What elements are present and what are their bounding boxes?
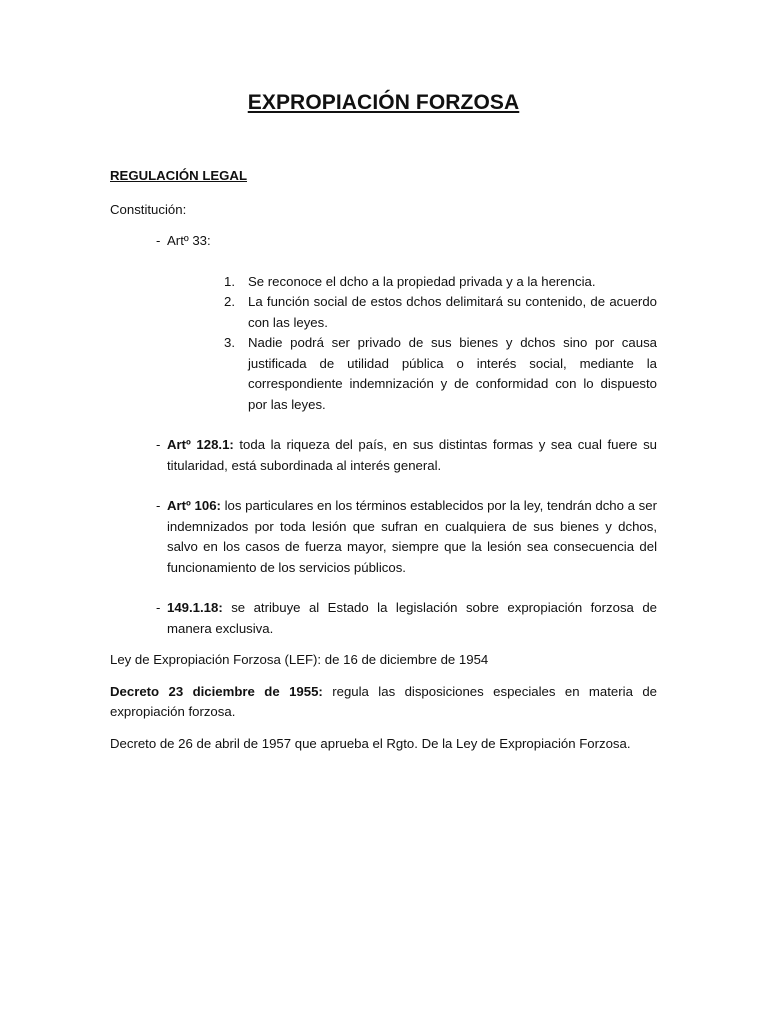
article-128-text: toda la riqueza del país, en sus distintas formas y sea cual fuere su titularidad, está subordinada al interés general. [167, 437, 657, 473]
lef-text: de 16 de diciembre de 1954 [321, 652, 489, 667]
dash-bullet: - [156, 600, 161, 615]
article-33-point-2 [110, 292, 657, 333]
article-33-numbered-list [110, 272, 657, 416]
list-number: 1. [224, 273, 235, 289]
dash-bullet: - [156, 498, 161, 513]
article-149-item [110, 598, 657, 639]
dash-bullet: - [156, 233, 161, 248]
article-149-text: se atribuye al Estado la legislación sobre expropiación forzosa de manera exclusiva. [167, 600, 657, 636]
article-33-point-3 [110, 333, 657, 415]
article-33-label: Artº 33: [167, 233, 211, 248]
article-149-label: 149.1.18: [167, 600, 223, 615]
decreto-1955-text: regula las disposiciones especiales en materia de expropiación forzosa. [110, 683, 657, 719]
article-33-point-1 [110, 272, 657, 293]
document-content [110, 88, 657, 765]
article-33-item [110, 231, 657, 252]
list-number: 2. [224, 294, 235, 309]
list-number: 3. [224, 335, 235, 350]
section-heading-regulacion: REGULACIÓN LEGAL [110, 168, 248, 183]
decreto-1957-paragraph: Decreto de 26 de abril de 1957 que aprueba el Rgto. De la Ley de Expropiación Forzosa. [110, 735, 631, 751]
lef-paragraph [110, 650, 657, 671]
decreto-1955-label: Decreto 23 diciembre de 1955: [110, 683, 323, 699]
lef-label: Ley de Expropiación Forzosa (LEF): [110, 652, 322, 667]
document-title: EXPROPIACIÓN FORZOSA [247, 91, 520, 114]
decreto-1955-paragraph [110, 682, 657, 723]
constitution-articles-list-continued [110, 435, 657, 639]
dash-bullet: - [156, 437, 161, 452]
article-106-text: los particulares en los términos establecidos por la ley, tendrán dcho a ser indemnizados por toda lesión que sufran en cualquiera de sus bienes y dchos, salvo en los casos de fuerza mayor, siempre que la lesión sea consecuencia del funcionamiento de los servicios públicos. [167, 498, 657, 575]
article-106-item [110, 496, 657, 578]
article-106-label: Artº 106: [167, 498, 221, 513]
constitucion-label: Constitución: [110, 201, 187, 217]
article-33-point-text: La función social de estos dchos delimitará su contenido, de acuerdo con las leyes. [248, 294, 657, 330]
article-33-point-text: Nadie podrá ser privado de sus bienes y dchos sino por causa justificada de utilidad pública o interés social, mediante la correspondiente indemnización y de conformidad con lo dispuesto por las leyes. [248, 335, 657, 412]
article-128-item [110, 435, 657, 476]
article-128-label: Artº 128.1: [167, 437, 234, 452]
article-33-point-text: Se reconoce el dcho a la propiedad privada y a la herencia. [248, 273, 596, 289]
constitution-articles-list [110, 231, 657, 252]
